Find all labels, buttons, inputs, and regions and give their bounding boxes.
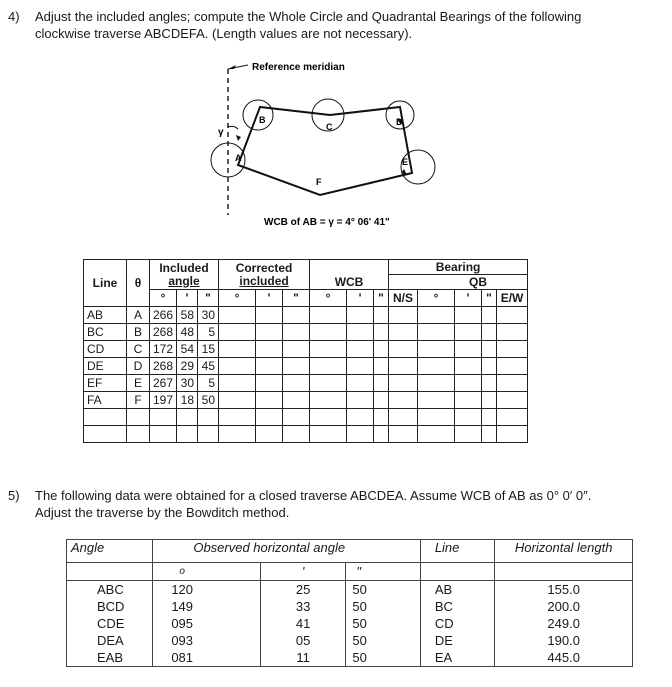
question-5-line-2: Adjust the traverse by the Bowditch method.	[35, 505, 290, 520]
col-header-included: Included angle	[150, 260, 219, 290]
gamma-arc	[228, 126, 238, 129]
question-4-text	[35, 8, 655, 42]
unit-sec: "	[283, 290, 310, 307]
cell-angle: EAB	[67, 649, 153, 667]
cell-d: 268	[150, 324, 177, 341]
station-label-b: B	[259, 115, 266, 125]
col-header-bearing: Bearing QB	[389, 260, 528, 290]
unit-sec: "	[374, 290, 389, 307]
cell-line: AB	[84, 307, 127, 324]
cell-theta: C	[127, 341, 150, 358]
cell-s: 50	[346, 581, 420, 599]
col-header-line: Line	[420, 540, 495, 563]
cell-line: DE	[420, 632, 495, 649]
unit-min: '	[177, 290, 198, 307]
col-header-observed: Observed horizontal angle	[153, 540, 420, 563]
table-row	[67, 615, 633, 632]
cell-m: 18	[177, 392, 198, 409]
cell-line: CD	[420, 615, 495, 632]
cell-m: 30	[177, 375, 198, 392]
cell-m: 54	[177, 341, 198, 358]
cell-s: 30	[198, 307, 219, 324]
table-row	[67, 649, 633, 667]
cell-d: 120	[153, 581, 260, 599]
cell-line: EA	[420, 649, 495, 667]
cell-theta: B	[127, 324, 150, 341]
cell-line: CD	[84, 341, 127, 358]
unit-deg: °	[150, 290, 177, 307]
traverse-data-table	[66, 539, 633, 667]
unit-sec: "	[482, 290, 497, 307]
cell-length: 445.0	[495, 649, 633, 667]
question-5-number: 5)	[8, 488, 20, 503]
station-label-e: E	[402, 157, 409, 167]
cell-d: 267	[150, 375, 177, 392]
cell-d: 149	[153, 598, 260, 615]
cell-m: 41	[260, 615, 346, 632]
unit-min: '	[256, 290, 283, 307]
cell-s: 50	[346, 615, 420, 632]
cell-angle: CDE	[67, 615, 153, 632]
cell-m: 11	[260, 649, 346, 667]
cell-s: 5	[198, 324, 219, 341]
cell-d: 095	[153, 615, 260, 632]
station-label-f: F	[316, 177, 322, 187]
direction-arrow-icon	[236, 135, 241, 141]
cell-d: 081	[153, 649, 260, 667]
bearing-table	[83, 259, 528, 443]
table-row	[67, 632, 633, 649]
cell-s: 50	[198, 392, 219, 409]
cell-angle: DEA	[67, 632, 153, 649]
cell-theta: F	[127, 392, 150, 409]
table-row	[84, 375, 528, 392]
col-header-length: Horizontal length	[495, 540, 633, 563]
unit-ew: E/W	[497, 290, 528, 307]
cell-s: 50	[346, 649, 420, 667]
reference-meridian-label: Reference meridian	[252, 62, 345, 73]
table-row	[67, 581, 633, 599]
cell-theta: D	[127, 358, 150, 375]
question-4-line-1: Adjust the included angles; compute the Whole Circle and Quadrantal Bearings of the following	[35, 9, 582, 24]
cell-angle: ABC	[67, 581, 153, 599]
cell-m: 25	[260, 581, 346, 599]
question-5-line-1: The following data were obtained for a closed traverse ABCDEA. Assume WCB of AB as 0° 0′ 0″.	[35, 488, 592, 503]
unit-min: '	[347, 290, 374, 307]
table-row	[84, 358, 528, 375]
cell-d: 266	[150, 307, 177, 324]
col-header-line: Line	[84, 260, 127, 307]
gamma-label: γ	[218, 127, 224, 138]
cell-line: FA	[84, 392, 127, 409]
cell-length: 190.0	[495, 632, 633, 649]
cell-line: DE	[84, 358, 127, 375]
traverse-diagram	[190, 55, 450, 235]
cell-length: 249.0	[495, 615, 633, 632]
table-row	[84, 409, 528, 426]
cell-length: 155.0	[495, 581, 633, 599]
col-header-corrected: Corrected included	[219, 260, 310, 290]
unit-deg: °	[418, 290, 455, 307]
cell-d: 197	[150, 392, 177, 409]
question-4-line-2: clockwise traverse ABCDEFA. (Length values are not necessary).	[35, 26, 413, 41]
cell-line: AB	[420, 581, 495, 599]
table-row	[84, 426, 528, 443]
cell-m: 48	[177, 324, 198, 341]
station-circle-e	[401, 150, 435, 184]
unit-deg: °	[310, 290, 347, 307]
table-row	[67, 598, 633, 615]
table-row	[84, 392, 528, 409]
unit-ns: N/S	[389, 290, 418, 307]
col-header-angle: Angle	[67, 540, 153, 563]
table-row	[84, 341, 528, 358]
col-header-wcb: WCB	[310, 260, 389, 290]
wcb-note: WCB of AB = γ = 4° 06' 41"	[264, 217, 390, 228]
table-row	[84, 324, 528, 341]
cell-d: 093	[153, 632, 260, 649]
cell-length: 200.0	[495, 598, 633, 615]
cell-theta: A	[127, 307, 150, 324]
cell-s: 5	[198, 375, 219, 392]
col-header-theta: θ	[127, 260, 150, 307]
unit-min: '	[260, 563, 346, 581]
question-4-number: 4)	[8, 9, 20, 24]
cell-line: BC	[84, 324, 127, 341]
unit-min: '	[455, 290, 482, 307]
cell-line: BC	[420, 598, 495, 615]
station-label-a: A	[235, 153, 242, 163]
unit-sec: "	[346, 563, 420, 581]
cell-d: 268	[150, 358, 177, 375]
unit-sec: "	[198, 290, 219, 307]
cell-m: 05	[260, 632, 346, 649]
station-label-d: D	[396, 117, 403, 127]
cell-s: 15	[198, 341, 219, 358]
cell-m: 29	[177, 358, 198, 375]
cell-d: 172	[150, 341, 177, 358]
cell-s: 45	[198, 358, 219, 375]
unit-deg: °	[219, 290, 256, 307]
unit-deg: o	[153, 563, 260, 581]
cell-line: EF	[84, 375, 127, 392]
cell-s: 50	[346, 598, 420, 615]
cell-m: 33	[260, 598, 346, 615]
cell-s: 50	[346, 632, 420, 649]
question-5-text	[35, 487, 655, 521]
cell-theta: E	[127, 375, 150, 392]
cell-angle: BCD	[67, 598, 153, 615]
cell-m: 58	[177, 307, 198, 324]
station-label-c: C	[326, 122, 333, 132]
table-row	[84, 307, 528, 324]
